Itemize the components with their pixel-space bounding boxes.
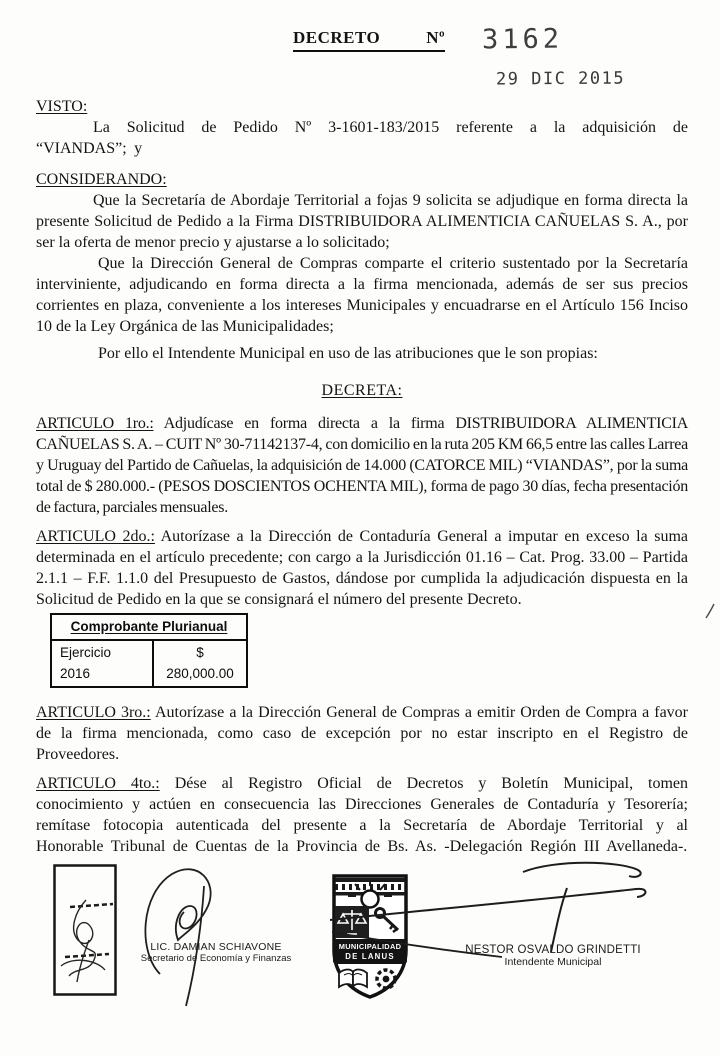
article-3 (36, 702, 688, 765)
considerando-paragraph-2: Que la Dirección General de Compras comparte el criterio sustentado por la Secretaría interviniente, adjudicando en forma directa a la firma mencionada, además de ser sus precios corrientes en plaza, conveniente a los intereses Municipales y encuadrarse en el Artículo 156 Inciso 10 de la Ley Orgánica de las Municipalidades; (36, 255, 688, 335)
schiavone-name: LIC. DAMIAN SCHIAVONE (150, 941, 282, 953)
article-3-label: ARTICULO 3ro.: (36, 704, 151, 721)
initials-stamp-box (53, 864, 117, 996)
decreto-label: DECRETO (293, 28, 381, 47)
comprobante-plurianual-table (50, 613, 248, 688)
por-ello-paragraph: Por ello el Intendente Municipal en uso de las atribuciones que le son propias: (98, 345, 598, 362)
article-3-text: Autorízase a la Dirección General de Compras a emitir Orden de Compra a favor de la firma mencionada, como caso de excepción por no estar inscripto en el Registro de Proveedores. (36, 704, 689, 763)
schiavone-signature-stroke (145, 869, 210, 1006)
decreta-heading: DECRETA: (321, 382, 403, 399)
schiavone-signature-block (128, 941, 304, 965)
grindetti-signature-block (455, 944, 651, 968)
article-1 (36, 413, 688, 518)
article-4-text: Dése al Registro Oficial de Decretos y Boletín Municipal, tomen conocimiento y actúen en consecuencia las Direcciones Generales de Contaduría y Tesorería; remítase fotocopia autenticada del presente a la Secretaría de Abordaje Territorial y al Honorable Tribunal de Cuentas de la Provincia de Bs. As. -Delegación Región III Avellaneda-. (36, 775, 689, 855)
banner-line-2: DE LANUS (345, 952, 395, 961)
numero-label: Nº (426, 28, 446, 47)
grindetti-main-stroke (330, 889, 646, 920)
considerando-heading: CONSIDERANDO: (36, 171, 167, 188)
visto-heading: VISTO: (36, 98, 88, 115)
grindetti-title: Intendente Municipal (504, 956, 602, 968)
stamp-dashed-line-top (70, 904, 113, 907)
article-1-text: Adjudícase en forma directa a la firma DISTRIBUIDORA ALIMENTICIA CAÑUELAS S. A. – CUIT Nº 30-71142137-4, con domicilio en la ruta 205 KM 66,5 entre las calles Larrea y Uruguay del Partido de Cañuelas, la adquisición de 14.000 (CATORCE MIL) “VIANDAS”, por la suma total de $ 280.000.- (PESOS DOSCIENTOS OCHENTA MIL), forma de pago 30 días, fecha presentación de factura, parciales mensuales. (36, 415, 688, 516)
book-icon (339, 970, 367, 988)
initials-signature-stroke (61, 900, 105, 982)
schiavone-signature (126, 856, 278, 1008)
table-header-cell (51, 614, 247, 640)
table-cell-amount: $ 280,000.00 (153, 640, 247, 687)
grindetti-name: NESTOR OSVALDO GRINDETTI (465, 944, 641, 956)
considerando-paragraph-1: Que la Secretaría de Abordaje Territorial a fojas 9 solicita se adjudique en forma directa la presente Solicitud de Pedido a la Firma DISTRIBUIDORA ALIMENTICIA CAÑUELAS S. A., por ser la oferta de menor precio y ajustarse a lo solicitado; (36, 192, 688, 251)
decree-number-stamp: 3162 (481, 23, 564, 56)
decree-body (36, 96, 688, 857)
article-4 (36, 773, 688, 857)
banner-line-1: MUNICIPALIDAD (338, 942, 402, 951)
stamp-box-border (55, 866, 116, 995)
article-4-label: ARTICULO 4to.: (36, 775, 160, 792)
table-header-label: Comprobante Plurianual (70, 619, 228, 634)
article-2-text: Autorízase a la Dirección de Contaduría General a imputar en exceso la suma determinada en el artículo precedente; con cargo a la Jurisdicción 01.16 – Cat. Prog. 33.00 – Partida 2.1.1 – F.F. 1.1.0 del Presupuesto de Gastos, dándose por cumplida la adjudicación dispuesta en la Solicitud de Pedido en la que se consignará el número del presente Decreto. (36, 528, 689, 608)
decree-title (293, 28, 445, 52)
article-1-label: ARTICULO 1ro.: (36, 415, 154, 432)
article-2-label: ARTICULO 2do.: (36, 528, 155, 545)
visto-paragraph: La Solicitud de Pedido Nº 3-1601-183/2015 referente a la adquisición de “VIANDAS”; y (36, 119, 688, 157)
table-header-row (51, 614, 247, 640)
date-stamp: 29 DIC 2015 (495, 68, 626, 90)
article-2 (36, 526, 688, 610)
table-row (51, 640, 247, 687)
pen-mark (703, 601, 717, 621)
stamp-dashed-line-bottom (65, 954, 109, 957)
table-cell-ejercicio: Ejercicio 2016 (51, 640, 153, 687)
grindetti-top-arc-stroke (523, 863, 641, 877)
schiavone-title: Secretario de Economía y Finanzas (140, 953, 292, 964)
